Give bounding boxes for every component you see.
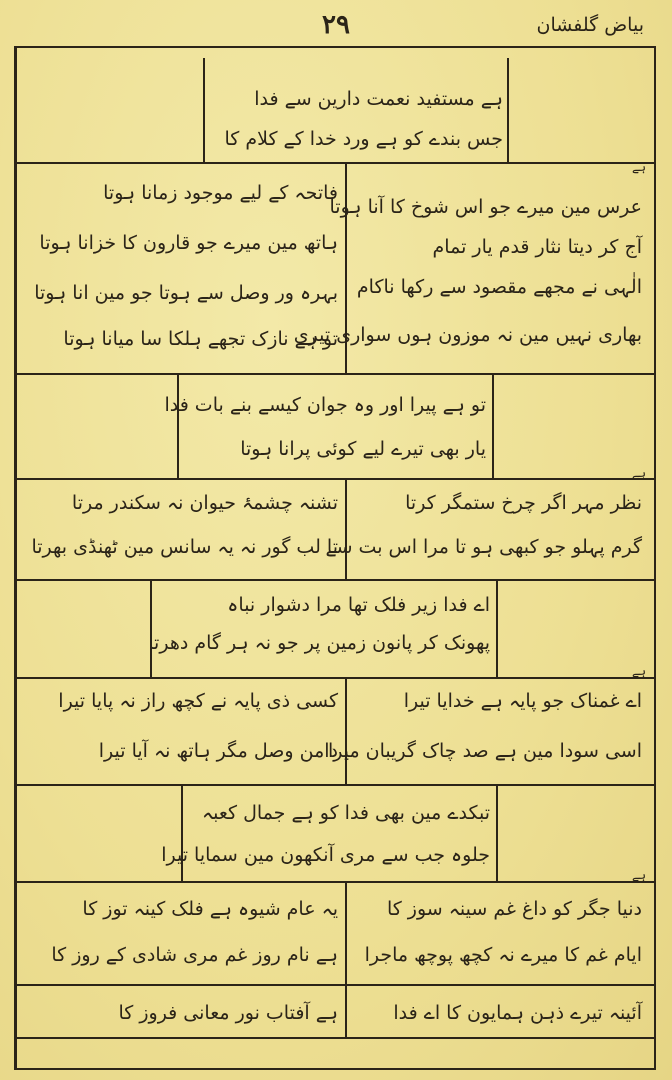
column-divider (345, 479, 347, 579)
verse-line: ایام غم کا میرے نہ کچھ پوچھ ماجرا (364, 944, 642, 966)
verse-line: گرم پہلو جو کبھی ہو تا مرا اس بت سے (325, 536, 642, 558)
section-divider (16, 677, 654, 679)
verse-line: ہاتھ مین میرے جو قارون کا خزانا ہوتا (39, 232, 338, 254)
verse-line: عرس مین میرے جو اس شوخ کا آنا ہوتا (329, 196, 642, 218)
block-rule (150, 580, 152, 677)
verse-line: دنیا جگر کو داغ غم سینہ سوز کا (386, 898, 642, 920)
column-divider (345, 678, 347, 784)
column-divider (345, 882, 347, 984)
verse-line: جلوہ جب سے مری آنکھون مین سمایا تیرا (161, 844, 490, 866)
verse-line: پھونک کر پانون زمین پر جو نہ ہر گام دھرتا (148, 632, 490, 654)
verse-line: تو ہے نازک تجھے ہلکا سا میانا ہوتا (63, 328, 338, 350)
verse-line: ہے نام روز غم مری شادی کے روز کا (51, 944, 338, 966)
verse-line: ہے مستفید نعمت دارین سے فدا (254, 88, 503, 110)
section-marker: ہے (631, 664, 646, 678)
verse-line: تو ہے پیرا اور وہ جوان کیسے بنے بات فدا (164, 394, 486, 416)
column-divider (345, 985, 347, 1037)
block-rule (496, 580, 498, 677)
block-rule (507, 58, 509, 162)
section-marker: ہے (631, 466, 646, 480)
verse-line: دامن وصل مگر ہاتھ نہ آیا تیرا (98, 740, 338, 762)
section-divider (16, 881, 654, 883)
verse-line: تبکدے مین بھی فدا کو ہے جمال کعبہ (201, 802, 490, 824)
section-marker: ہے (631, 868, 646, 882)
verse-line: یہ عام شیوہ ہے فلک کینہ توز کا (82, 898, 338, 920)
section-divider (16, 162, 654, 164)
page-number: ۲۹ (322, 10, 350, 40)
verse-line: تا لب گور نہ یہ سانس مین ٹھنڈی بھرتا (31, 536, 338, 558)
verse-line: اے فدا زیر فلک تھا مرا دشوار نباہ (227, 594, 490, 616)
verse-line: بہرہ ور وصل سے ہوتا جو مین انا ہوتا (34, 282, 338, 304)
block-rule (177, 374, 179, 478)
verse-line: جس بندے کو ہے ورد خدا کے کلام کا (224, 128, 503, 150)
block-rule (496, 785, 498, 881)
verse-line: یار بھی تیرے لیے کوئی پرانا ہوتا (240, 438, 486, 460)
section-divider (16, 478, 654, 480)
book-title: بیاض گلفشان (536, 14, 644, 36)
block-rule (181, 785, 183, 881)
block-rule (492, 374, 494, 478)
section-divider (16, 373, 654, 375)
verse-line: الٰہی نے مجھے مقصود سے رکھا ناکام (356, 276, 642, 298)
verse-line: کسی ذی پایہ نے کچھ راز نہ پایا تیرا (58, 690, 338, 712)
section-divider (16, 1037, 654, 1039)
verse-line: فاتحہ کے لیے موجود زمانا ہوتا (103, 182, 338, 204)
section-marker: ہے (631, 160, 646, 174)
section-divider (16, 579, 654, 581)
verse-line: اے غمناک جو پایہ ہے خدایا تیرا (403, 690, 642, 712)
verse-line: ہے آفتاب نور معانی فروز کا (118, 1002, 338, 1024)
verse-line: بھاری نہیں مین نہ موزون ہوں سواری تیری (293, 324, 642, 346)
section-divider (16, 784, 654, 786)
verse-line: اسی سودا مین ہے صد چاک گریبان میرا (327, 740, 642, 762)
section-divider (16, 984, 654, 986)
verse-line: آئینہ تیرے ذہن ہمایون کا اے فدا (393, 1002, 642, 1024)
verse-line: نظر مہر اگر چرخ ستمگر کرتا (405, 492, 642, 514)
verse-line: تشنہ چشمۂ حیوان نہ سکندر مرتا (71, 492, 338, 514)
verse-line: آج کر دیتا نثار قدم یار تمام (432, 236, 642, 258)
